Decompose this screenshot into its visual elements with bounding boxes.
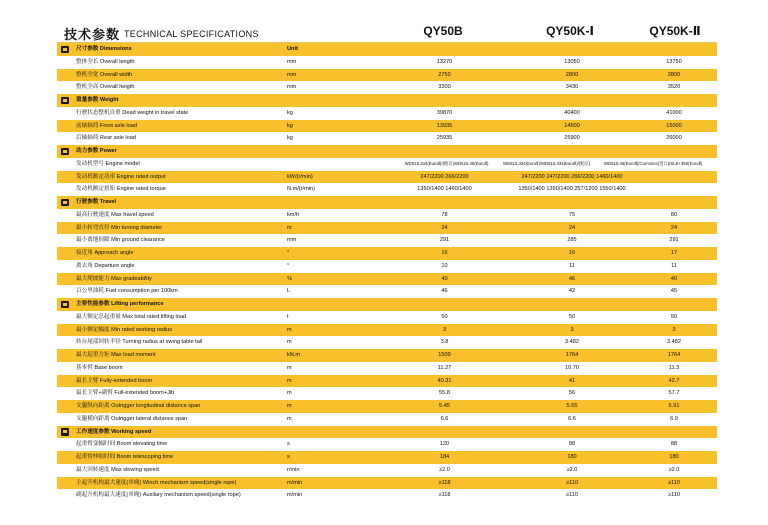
spec-value-qy50k-1: 75 bbox=[568, 211, 576, 218]
section-title: 尺寸参数 Dimensions bbox=[76, 46, 132, 52]
spec-value-qy50k-2: ≥110 bbox=[668, 479, 680, 486]
spec-value-qy50b: 120 bbox=[439, 441, 450, 448]
spec-unit: m bbox=[287, 377, 292, 384]
spec-unit: ° bbox=[287, 262, 290, 269]
spec-value-qy50k-1: 180 bbox=[567, 454, 577, 460]
section-header bbox=[57, 145, 717, 158]
table-row bbox=[57, 247, 717, 260]
table-row bbox=[57, 477, 717, 490]
spec-label: 前轴轴荷 Front axle load bbox=[76, 122, 137, 129]
spec-label: 最大爬坡能力 Max gradeability bbox=[76, 275, 152, 282]
spec-value-qy50k-2: 3 bbox=[672, 326, 676, 333]
spec-unit: m bbox=[287, 390, 292, 397]
spec-value-qy50b: 6.6 bbox=[440, 415, 449, 422]
spec-value-qy50k-2: 11.3 bbox=[668, 364, 680, 371]
spec-label: 接近角 Approach angle bbox=[76, 250, 134, 256]
section-title: 重量参数 Weight bbox=[76, 97, 119, 103]
spec-value-qy50k-2: 57.7 bbox=[668, 390, 680, 397]
table-row bbox=[57, 209, 717, 222]
spec-unit: m/min bbox=[287, 479, 303, 486]
spec-label: 行驶状态整机自重 Dead weight in travel state bbox=[76, 109, 189, 116]
section-title: 工作速度参数 Working speed bbox=[76, 428, 152, 435]
spec-value-qy50k-2: 15000 bbox=[666, 122, 682, 129]
model-header-qy50b: QY50B bbox=[423, 24, 463, 38]
spec-label: 离去角 Departure angle bbox=[76, 262, 135, 269]
spec-value-qy50k-2: 6.9 bbox=[670, 415, 678, 422]
section-header bbox=[57, 298, 717, 311]
table-row bbox=[57, 362, 717, 375]
spec-value-qy50k-1: WD615.334(EuroⅡ)/WD615.334(EuroⅡ)/(帕京) bbox=[503, 160, 591, 166]
table-row bbox=[57, 349, 717, 362]
table-row bbox=[57, 451, 717, 464]
specifications-table bbox=[57, 43, 717, 502]
spec-label: 支腿横向距离 Outrigger lateral distance span bbox=[76, 415, 188, 422]
spec-value-qy50k-2: ≥2.0 bbox=[668, 466, 680, 473]
spec-unit: m bbox=[287, 415, 292, 422]
section-header bbox=[57, 196, 717, 209]
spec-label: 起重臂变幅时间 Boom elevating time bbox=[76, 441, 168, 448]
spec-label: 支腿纵向距离 Outrigger longitudinal distance span bbox=[76, 403, 201, 409]
spec-unit: s bbox=[287, 441, 290, 448]
table-row bbox=[57, 260, 717, 273]
spec-value-qy50k-1: ≥2.0 bbox=[566, 466, 578, 473]
table-row bbox=[57, 234, 717, 247]
spec-label: 发动机额定扭矩 Engine rated torque bbox=[76, 186, 166, 193]
spec-unit: m bbox=[287, 224, 292, 231]
spec-unit: kW/(r/min) bbox=[287, 173, 313, 180]
table-row bbox=[57, 171, 717, 184]
spec-value-qy50k-1: 10.70 bbox=[565, 364, 579, 371]
spec-value-qy50k-1: 13050 bbox=[564, 58, 580, 65]
spec-value-qy50b: 40 bbox=[441, 275, 448, 282]
spec-value-qy50k-1: 16 bbox=[568, 250, 576, 256]
spec-label: 最长主臂+副臂 Full-extended boom+Jib bbox=[76, 390, 175, 397]
table-row bbox=[57, 489, 717, 502]
spec-label: 主起升机构最大速度(单绳) Winch mechanism speed(single rope) bbox=[76, 479, 237, 486]
power-icon bbox=[61, 148, 69, 156]
spec-unit: m bbox=[287, 326, 292, 333]
page-header bbox=[0, 0, 768, 44]
spec-label: 整体全长 Overall length bbox=[76, 58, 135, 65]
spec-value-qy50k-1: 11 bbox=[569, 262, 575, 269]
spec-value-qy50b: 16 bbox=[441, 250, 448, 256]
section-header bbox=[57, 94, 717, 107]
spec-value-qy50b: 25935 bbox=[436, 135, 453, 142]
spec-value-qy50k-2: 180 bbox=[669, 454, 679, 460]
spec-label: 最大额定总起重量 Max total rated lifting load bbox=[76, 313, 187, 320]
spec-value-qy50k-1: 24 bbox=[568, 224, 576, 231]
spec-value-qy50k-1: 3430 bbox=[565, 84, 579, 91]
spec-label: 最小离地间隙 Min ground clearance bbox=[76, 237, 165, 244]
dimensions-icon bbox=[61, 46, 69, 54]
spec-value-qy50k-1: 46 bbox=[568, 275, 576, 282]
spec-unit: % bbox=[287, 275, 292, 282]
spec-value-qy50k-1: ≥110 bbox=[566, 479, 578, 486]
spec-label: 副起升机构最大速度(单绳) Auxilary mechanism speed(single rope) bbox=[76, 492, 241, 499]
spec-value-qy50k-2: 3520 bbox=[667, 84, 681, 91]
spec-value-qy50k-2: 41000 bbox=[666, 109, 682, 116]
spec-value-qy50b: WD615.334(EuroⅡ)/(帕京)WD615.46(EuroⅡ) bbox=[404, 160, 489, 166]
spec-label: 最大起重力矩 Max load moment bbox=[76, 352, 156, 358]
table-row bbox=[57, 400, 717, 413]
spec-unit: ° bbox=[287, 250, 290, 256]
spec-value-qy50k-2: 13750 bbox=[666, 58, 682, 65]
spec-value-qy50b: 2750 bbox=[438, 71, 451, 78]
spec-value-qy50b: 247/2200 266/2200 bbox=[420, 173, 469, 180]
spec-value-qy50k-2: 45 bbox=[670, 288, 678, 295]
spec-value-qy50k-1: 88 bbox=[568, 441, 576, 448]
spec-value-qy50k-2: 3.482 bbox=[667, 339, 681, 346]
spec-value-qy50b: 5.45 bbox=[439, 403, 450, 409]
spec-value-qy50b: 1509 bbox=[438, 352, 451, 358]
spec-unit: mm bbox=[287, 71, 297, 78]
spec-value-qy50k-1: 5.65 bbox=[566, 403, 578, 409]
table-row bbox=[57, 69, 717, 82]
spec-value-qy50k-2: 11 bbox=[671, 262, 677, 269]
spec-value-qy50k-1: 3.482 bbox=[565, 339, 579, 346]
spec-unit: L bbox=[287, 288, 291, 295]
table-row bbox=[57, 375, 717, 388]
table-row bbox=[57, 438, 717, 451]
spec-value-qy50k-2: 50 bbox=[670, 313, 678, 320]
spec-unit: mm bbox=[287, 84, 297, 91]
table-row bbox=[57, 324, 717, 337]
spec-value-qy50k-2: 80 bbox=[670, 211, 678, 218]
table-row bbox=[57, 387, 717, 400]
spec-unit: t bbox=[287, 313, 289, 320]
weight-icon bbox=[61, 97, 69, 105]
spec-value-qy50b: 3.8 bbox=[440, 339, 449, 346]
section-header bbox=[57, 426, 717, 439]
spec-value-qy50k-1: 1764 bbox=[565, 352, 579, 358]
spec-label: 最小额定幅度 Min rated working radius bbox=[76, 326, 173, 333]
spec-value-qy50b: 13935 bbox=[436, 122, 453, 129]
spec-value-qy50k-1: 56 bbox=[568, 390, 576, 397]
spec-unit: m/min bbox=[287, 492, 303, 499]
spec-label: 发动机型号 Engine model bbox=[76, 160, 140, 167]
spec-value-qy50k-1: 40400 bbox=[564, 109, 580, 116]
spec-value-qy50k-2: 40 bbox=[670, 275, 678, 282]
spec-unit: mm bbox=[287, 237, 297, 244]
title-english: TECHNICAL SPECIFICATIONS bbox=[124, 29, 259, 39]
section-title: 主要性能参数 Lifting performance bbox=[76, 301, 164, 307]
spec-label: 最大回转速度 Max slewing speed bbox=[76, 466, 159, 473]
spec-label: 转台尾部回转半径 Turning radius at swing table tail bbox=[76, 339, 203, 346]
spec-unit: kg bbox=[287, 122, 293, 129]
spec-value-qy50k-1: 42 bbox=[568, 288, 576, 295]
spec-unit: mm bbox=[287, 58, 297, 65]
table-row bbox=[57, 464, 717, 477]
spec-value-qy50k-1: 1350/1400 1350/1400 257/1200 1550/1400 bbox=[518, 186, 626, 193]
spec-value-qy50b: 184 bbox=[439, 454, 450, 460]
spec-value-qy50b: ≥118 bbox=[438, 479, 451, 486]
spec-value-qy50b: 55.8 bbox=[439, 390, 450, 397]
spec-value-qy50k-1: 41 bbox=[568, 377, 576, 384]
travel-icon bbox=[61, 199, 69, 207]
spec-label: 起重臂伸缩时间 Boom telescoping time bbox=[76, 454, 174, 460]
spec-value-qy50b: 10 bbox=[441, 262, 448, 269]
spec-label: 最长主臂 Fully-extended boom bbox=[76, 377, 153, 384]
spec-label: 基本臂 Base boom bbox=[76, 364, 123, 371]
table-row bbox=[57, 81, 717, 94]
spec-value-qy50k-1: 247/2200 247/2200 266/2200 1460/1400 bbox=[521, 173, 623, 180]
table-row bbox=[57, 273, 717, 286]
spec-unit: r/min bbox=[287, 466, 300, 473]
spec-label: 后轴轴荷 Rear axle load bbox=[76, 135, 136, 142]
table-row bbox=[57, 285, 717, 298]
spec-value-qy50b: 1350/1400 1460/1400 bbox=[417, 186, 472, 193]
spec-value-qy50k-1: 50 bbox=[568, 313, 576, 320]
spec-value-qy50b: 40.31 bbox=[437, 377, 452, 384]
spec-label: 发动机额定功率 Engine rated output bbox=[76, 173, 166, 180]
spec-label: 整机全高 Overall heigth bbox=[76, 84, 135, 91]
spec-value-qy50b: 78 bbox=[441, 211, 448, 218]
table-row bbox=[57, 56, 717, 69]
spec-value-qy50k-1: 6.6 bbox=[568, 415, 576, 422]
spec-unit: kN.m bbox=[287, 352, 301, 358]
spec-unit: km/h bbox=[287, 211, 300, 218]
spec-value-qy50b: 3 bbox=[442, 326, 447, 333]
spec-value-qy50k-2: ≥110 bbox=[668, 492, 680, 499]
spec-value-qy50k-1: 2800 bbox=[565, 71, 579, 78]
spec-value-qy50k-2: 26000 bbox=[666, 135, 682, 142]
spec-value-qy50k-1: 285 bbox=[567, 237, 577, 244]
spec-unit: N.m/(r/min) bbox=[287, 186, 315, 193]
spec-value-qy50k-2: 2800 bbox=[667, 71, 681, 78]
spec-unit: m bbox=[287, 403, 292, 409]
spec-label: 百公里油耗 Fuel consumption per 100km bbox=[76, 288, 178, 295]
spec-label: 最高行驶速度 Max travel speed bbox=[76, 211, 154, 218]
spec-value-qy50b: ≥2.0 bbox=[439, 466, 450, 473]
table-row bbox=[57, 336, 717, 349]
table-row bbox=[57, 132, 717, 145]
spec-value-qy50b: 24 bbox=[441, 224, 448, 231]
spec-value-qy50k-1: 14500 bbox=[564, 122, 580, 129]
spec-label: 整机全宽 Overall width bbox=[76, 71, 133, 78]
spec-value-qy50b: ≥118 bbox=[438, 492, 451, 499]
spec-value-qy50b: 291 bbox=[439, 237, 450, 244]
spec-value-qy50b: 13270 bbox=[436, 58, 453, 65]
table-row bbox=[57, 311, 717, 324]
spec-value-qy50b: 46 bbox=[441, 288, 448, 295]
section-title: 动力参数 Power bbox=[76, 148, 117, 154]
table-row bbox=[57, 222, 717, 235]
spec-value-qy50k-2: 1764 bbox=[667, 352, 681, 358]
model-header-qy50k-2: QY50K-Ⅱ bbox=[649, 24, 701, 38]
table-row bbox=[57, 158, 717, 171]
spec-unit: s bbox=[287, 454, 290, 460]
spec-value-qy50k-1: 3 bbox=[570, 326, 574, 333]
table-row bbox=[57, 413, 717, 426]
spec-value-qy50k-2: 291 bbox=[669, 237, 679, 244]
spec-unit: kg bbox=[287, 135, 293, 142]
section-header bbox=[57, 43, 717, 56]
spec-value-qy50k-2: 88 bbox=[670, 441, 678, 448]
section-title: 行驶参数 Travel bbox=[76, 199, 117, 205]
model-header-qy50k-1: QY50K-Ⅰ bbox=[546, 24, 594, 38]
spec-value-qy50k-1: 25900 bbox=[564, 135, 580, 142]
spec-value-qy50b: 3300 bbox=[438, 84, 451, 91]
spec-value-qy50b: 50 bbox=[441, 313, 448, 320]
table-row bbox=[57, 107, 717, 120]
spec-value-qy50k-1: ≥110 bbox=[566, 492, 578, 499]
spec-value-qy50k-2: 17 bbox=[670, 250, 678, 256]
spec-value-qy50b: 39870 bbox=[436, 109, 453, 116]
speed-icon bbox=[61, 428, 69, 436]
spec-value-qy50k-2: 5.91 bbox=[668, 403, 680, 409]
table-row bbox=[57, 120, 717, 133]
unit-header: Unit bbox=[287, 46, 298, 52]
spec-value-qy50k-2: 42.7 bbox=[668, 377, 680, 384]
lifting-icon bbox=[61, 301, 69, 309]
spec-value-qy50k-2: WD615.46(EuroⅡ)/Cummins(进口)ISLE+350(EuroⅡ) bbox=[604, 160, 703, 166]
table-row bbox=[57, 183, 717, 196]
title-chinese: 技术参数 bbox=[64, 27, 121, 42]
spec-unit: m bbox=[287, 339, 292, 346]
spec-unit: kg bbox=[287, 109, 293, 116]
spec-value-qy50b: 11.27 bbox=[437, 364, 452, 371]
spec-unit: m bbox=[287, 364, 292, 371]
spec-label: 最小转弯直径 Min turning diameter bbox=[76, 224, 163, 231]
spec-value-qy50k-2: 24 bbox=[670, 224, 678, 231]
